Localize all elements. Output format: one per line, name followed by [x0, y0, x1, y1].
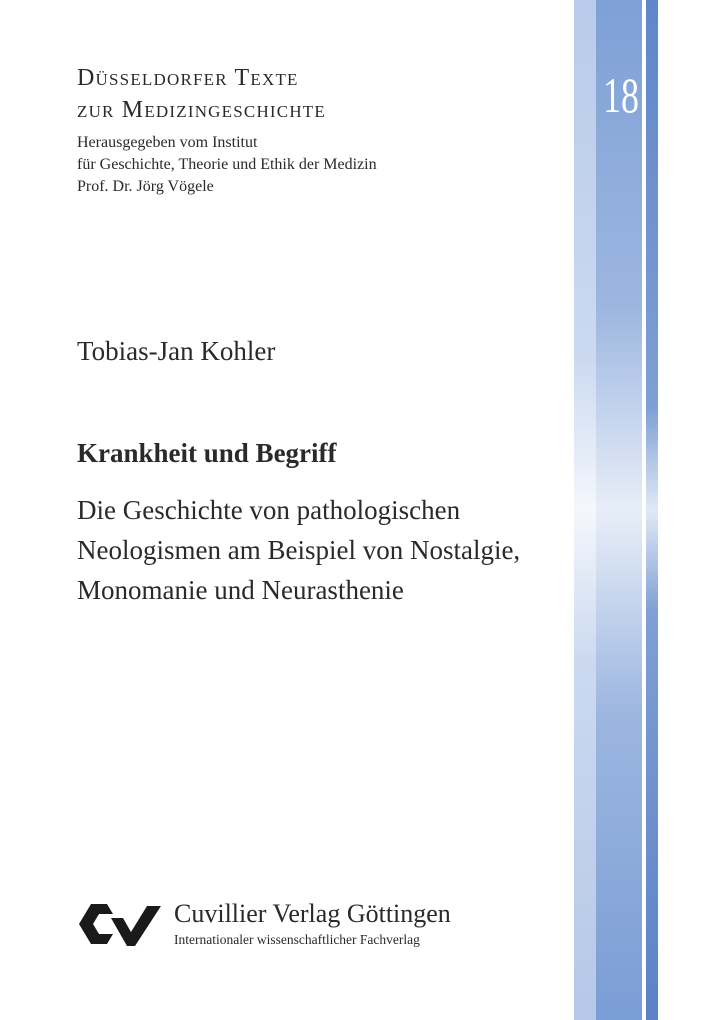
series-editor [77, 132, 547, 198]
book-title: Krankheit und Begriff [77, 438, 337, 468]
subtitle-line-3: Monomanie und Neurasthenie [77, 575, 404, 605]
editor-line-2: für Geschichte, Theorie und Ethik der Medizin [77, 156, 377, 173]
volume-number: 18 [603, 67, 639, 123]
band-stripe-main [596, 0, 642, 1020]
editor-line-1: Herausgegeben vom Institut [77, 134, 258, 151]
series-title [77, 62, 547, 126]
series-title-line-1: Düsseldorfer Texte [77, 65, 299, 91]
subtitle-line-2: Neologismen am Beispiel von Nostalgie, [77, 535, 521, 565]
book-author: Tobias-Jan Kohler [77, 336, 276, 366]
publisher-name: Cuvillier Verlag Göttingen [174, 899, 451, 928]
cuvillier-cv-logo-icon [77, 900, 163, 948]
decorative-side-band [574, 0, 658, 1020]
series-title-line-2: zur Medizingeschichte [77, 97, 326, 123]
series-block [77, 62, 547, 198]
publisher-tagline: Internationaler wissenschaftlicher Fachverlag [174, 932, 420, 947]
subtitle-line-1: Die Geschichte von pathologischen [77, 495, 461, 525]
book-subtitle [77, 490, 520, 610]
publisher-block [77, 898, 537, 958]
band-stripe-dark [646, 0, 658, 1020]
editor-line-3: Prof. Dr. Jörg Vögele [77, 178, 214, 195]
